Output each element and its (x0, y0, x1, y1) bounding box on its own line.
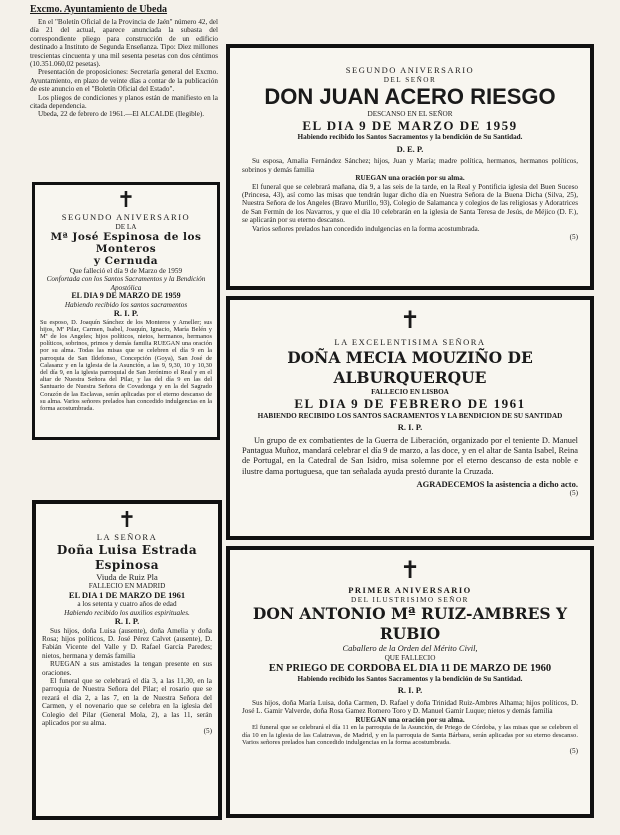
acero-habiendo: Habiendo recibido los Santos Sacramentos y la bendición de Su Santidad. (297, 133, 523, 142)
acero-del-senor: DEL SEÑOR (383, 75, 437, 84)
espinosa-rip: R. I. P. (113, 308, 139, 319)
estrada-name: Doña Luisa Estrada Espinosa (56, 542, 198, 572)
espinosa-name-1: Mª José Espinosa de los Monteros (50, 231, 202, 255)
espinosa-body: Su esposo, D. Joaquín Sánchez de los Monteros y Ameller; sus hijos, Mª Pilar, Carmen, Isabel, Joaquín, Ignacio, María Belén y Mª de los Angeles; hijos políticos, nietos, hermanos, hermanos políticos, sobrinos, primos y demás familia RUEGAN una oración por su alma. Todas las misas que se celebren el día 9 en la parroquia de San Ildefonso, Concepción (Goya), San José de Calasanz y en la iglesia de la Asunción, a las 9, 9,30, 10 y 10,30 del día 9, en la iglesia parroquial de San Jerónimo el Real y en el altar de Nuestra Señora del Pilar, y las del día 9 en las del Santuario de Nuestra Señora de Covadonga y en la del Sagrado Corazón de las Esclavas, serán aplicadas por el eterno descanso de su alma. Varios señores prelados han concedido indulgencias en la forma acostumbrada. (40, 318, 212, 413)
estrada-viuda: Viuda de Ruiz Pla (96, 571, 158, 582)
estrada-date: EL DIA 1 DE MARZO DE 1961 (68, 589, 186, 600)
esquela-espinosa (32, 182, 220, 440)
cross-icon: ✝ (399, 558, 421, 584)
estrada-rip: R. I. P. (114, 616, 140, 626)
mouzino-thanks: AGRADECEMOS la asistencia a dicho acto. (416, 478, 578, 489)
ruiz-caballero: Caballero de la Orden del Mérito Civil, (342, 643, 478, 653)
esquela-mouzino (226, 296, 594, 540)
ruiz-que: QUE FALLECIO (384, 653, 436, 662)
ruiz-funeral: El funeral que se celebrará el día 11 en la parroquia de la Asunción, de Priego de Córdoba, y las misas que se celebren el día 10 en la iglesia de las Calatravas, de Madrid, y en la parroquia de Santa Bárbara, serán aplicadas por su eterno descanso. Varios señores prelados han concedido indulgencias en la forma acostumbrada. (242, 724, 578, 747)
cross-icon: ✝ (117, 507, 137, 532)
estrada-ruegan: RUEGAN a sus amistades la tengan presente en sus oraciones. (42, 660, 212, 677)
ruiz-ruegan: RUEGAN una oración por su alma. (355, 715, 465, 724)
edicto-title: Excmo. Ayuntamiento de Ubeda (30, 4, 168, 15)
esquela-acero (226, 44, 594, 290)
espinosa-date: EL DIA 9 DE MARZO DE 1959 (71, 291, 181, 301)
ruiz-rip: R. I. P. (397, 685, 423, 696)
acero-descanso: DESCANSO EN EL SEÑOR (367, 110, 453, 118)
mouzino-date: EL DIA 9 DE FEBRERO DE 1961 (294, 396, 526, 411)
edicto-paragraph-1: En el "Boletín Oficial de la Provincia de Jaén" número 42, del día 21 del actual, aparece anunciada la subasta del correspondiente pliego para construcción de un edificio destinado a Instituto de Segunda Enseñanza. Tipo: Diez millones trescientas cincuenta y una mil sesenta pesetas con dos céntimos (10.351.060,02 pesetas). (30, 18, 218, 69)
estrada-habiendo: Habiendo recibido los auxilios espirituales. (64, 608, 190, 617)
estrada-number: (5) (203, 727, 212, 736)
ruiz-number: (5) (569, 747, 578, 755)
espinosa-sacramentos: Confortada con los Santos Sacramentos y la Bendición Apostólica (46, 275, 206, 292)
ruiz-del: DEL ILUSTRISIMO SEÑOR (351, 595, 469, 604)
espinosa-habiendo: Habiendo recibido los santos sacramentos (64, 300, 188, 309)
acero-family: Su esposa, Amalia Fernández Sánchez; hijos, Juan y María; madre política, hermanos, hermanos políticos, sobrinos y demás familia (242, 157, 578, 174)
esquela-estrada (32, 500, 222, 820)
cross-icon: ✝ (116, 187, 136, 212)
edicto-signature: Ubeda, 22 de febrero de 1961.—El ALCALDE (Ilegible). (38, 110, 205, 119)
espinosa-de-la: DE LA (115, 222, 137, 231)
estrada-fallecio: FALLECIO EN MADRID (88, 582, 166, 591)
edicto-paragraph-2: Presentación de proposiciones: Secretaría general del Excmo. Ayuntamiento, en plazo de veinte días a contar de la publicación de este anuncio en el "Boletín Oficial del Estado". (30, 68, 218, 94)
acero-number: (5) (569, 233, 578, 242)
mouzino-number: (5) (569, 489, 578, 498)
ruiz-family: Sus hijos, doña María Luisa, doña Carmen, D. Rafael y doña Trinidad Ruiz-Ambres Alhama; hijos políticos, D. José L. Gamir Valverde, doña Rosa Gamez Romero Toro y D. Manuel Gamir Luque; nietos y demás familia (242, 699, 578, 716)
ruiz-heading: PRIMER ANIVERSARIO (348, 585, 472, 595)
mouzino-fallecio: FALLECIO EN LISBOA (371, 387, 449, 396)
acero-dep: D. E. P. (396, 143, 424, 154)
espinosa-name-2: y Cernuda (93, 255, 159, 267)
acero-ruegan: RUEGAN una oración por su alma. (355, 174, 465, 183)
acero-name: DON JUAN ACERO RIESGO (264, 84, 556, 109)
estrada-age: a los setenta y cuatro años de edad (77, 600, 177, 609)
mouzino-rip: R. I. P. (397, 422, 423, 433)
esquela-ruiz (226, 546, 594, 818)
cross-icon: ✝ (399, 308, 421, 334)
mouzino-name: DOÑA MECIA MOUZIÑO DE ALBURQUERQUE (287, 347, 533, 387)
mouzino-heading: LA EXCELENTISIMA SEÑORA (334, 337, 486, 347)
espinosa-heading: SEGUNDO ANIVERSARIO (61, 212, 191, 222)
acero-heading: SEGUNDO ANIVERSARIO (345, 65, 475, 75)
mouzino-habiendo: HABIENDO RECIBIDO LOS SANTOS SACRAMENTOS Y LA BENDICION DE SU SANTIDAD (257, 412, 563, 420)
acero-funeral: El funeral que se celebrará mañana, día 9, a las seis de la tarde, en la Real y Pontificia iglesia del Buen Suceso (Princesa, 43), así como las misas que tendrán lugar dicho día en Nuestra Señora de la Buena Dicha (Silva, 25), Nuestra Señora de los Angeles (Bravo Murillo, 93), Colegio de Salamanca y colegios de las religiosas y Adoratrices de San Fermín de los Navarros, y que el día 10 celebrarán en la iglesia de Santa Teresa de Jesús, de Méjico (D. F.), se aplicarán por su eterno descanso. (242, 182, 578, 225)
acero-indulgencias: Varios señores prelados han concedido indulgencias en la forma acostumbrada. (252, 224, 480, 233)
estrada-family: Sus hijos, doña Luisa (ausente), doña Amelia y doña Rosa; hijos políticos, D. José Pérez Calvet (ausente), D. Fabián Vicente del Valle y D. Rafael García Paredes; nietos, hermana y demás familia (42, 626, 212, 660)
estrada-la-senora: LA SEÑORA (96, 532, 158, 542)
edicto-paragraph-3: Los pliegos de condiciones y planos están de manifiesto en la citada dependencia. (30, 93, 218, 111)
ruiz-date: EN PRIEGO DE CORDOBA EL DIA 11 DE MARZO DE 1960 (268, 663, 552, 674)
espinosa-fallecio: Que falleció el día 9 de Marzo de 1959 (69, 267, 183, 275)
ruiz-name: DON ANTONIO Mª RUIZ-AMBRES Y RUBIO (252, 604, 568, 643)
edicto-ubeda (30, 4, 218, 176)
estrada-funeral: El funeral que se celebrará el día 3, a las 11,30, en la parroquia de Nuestra Señora del Pilar; el rosario que se rezará el día 2, a las 7, en la de Nuestra Señora del Carmen, y el novenario que se celebra en la iglesia del Colegio del Pilar (General Mola, 2), a las 11, serán aplicados por su alma. (42, 677, 212, 728)
ruiz-habiendo: Habiendo recibido los Santos Sacramentos y la bendición de Su Santidad. (297, 675, 523, 683)
mouzino-body: Un grupo de ex combatientes de la Guerra de Liberación, organizado por el teniente D. Manuel Pantagua Muñoz, mandará celebrar el día 9 de marzo, a las doce, y en el altar de Santa Isabel, Reina de Portugal, en la Catedral de San Isidro, misa solemne por el eterno descanso de esta noble e ilustre dama portuguesa, que tan señalada ayuda prestó durante la Cruzada. (242, 436, 578, 476)
acero-date: EL DIA 9 DE MARZO DE 1959 (302, 118, 518, 134)
